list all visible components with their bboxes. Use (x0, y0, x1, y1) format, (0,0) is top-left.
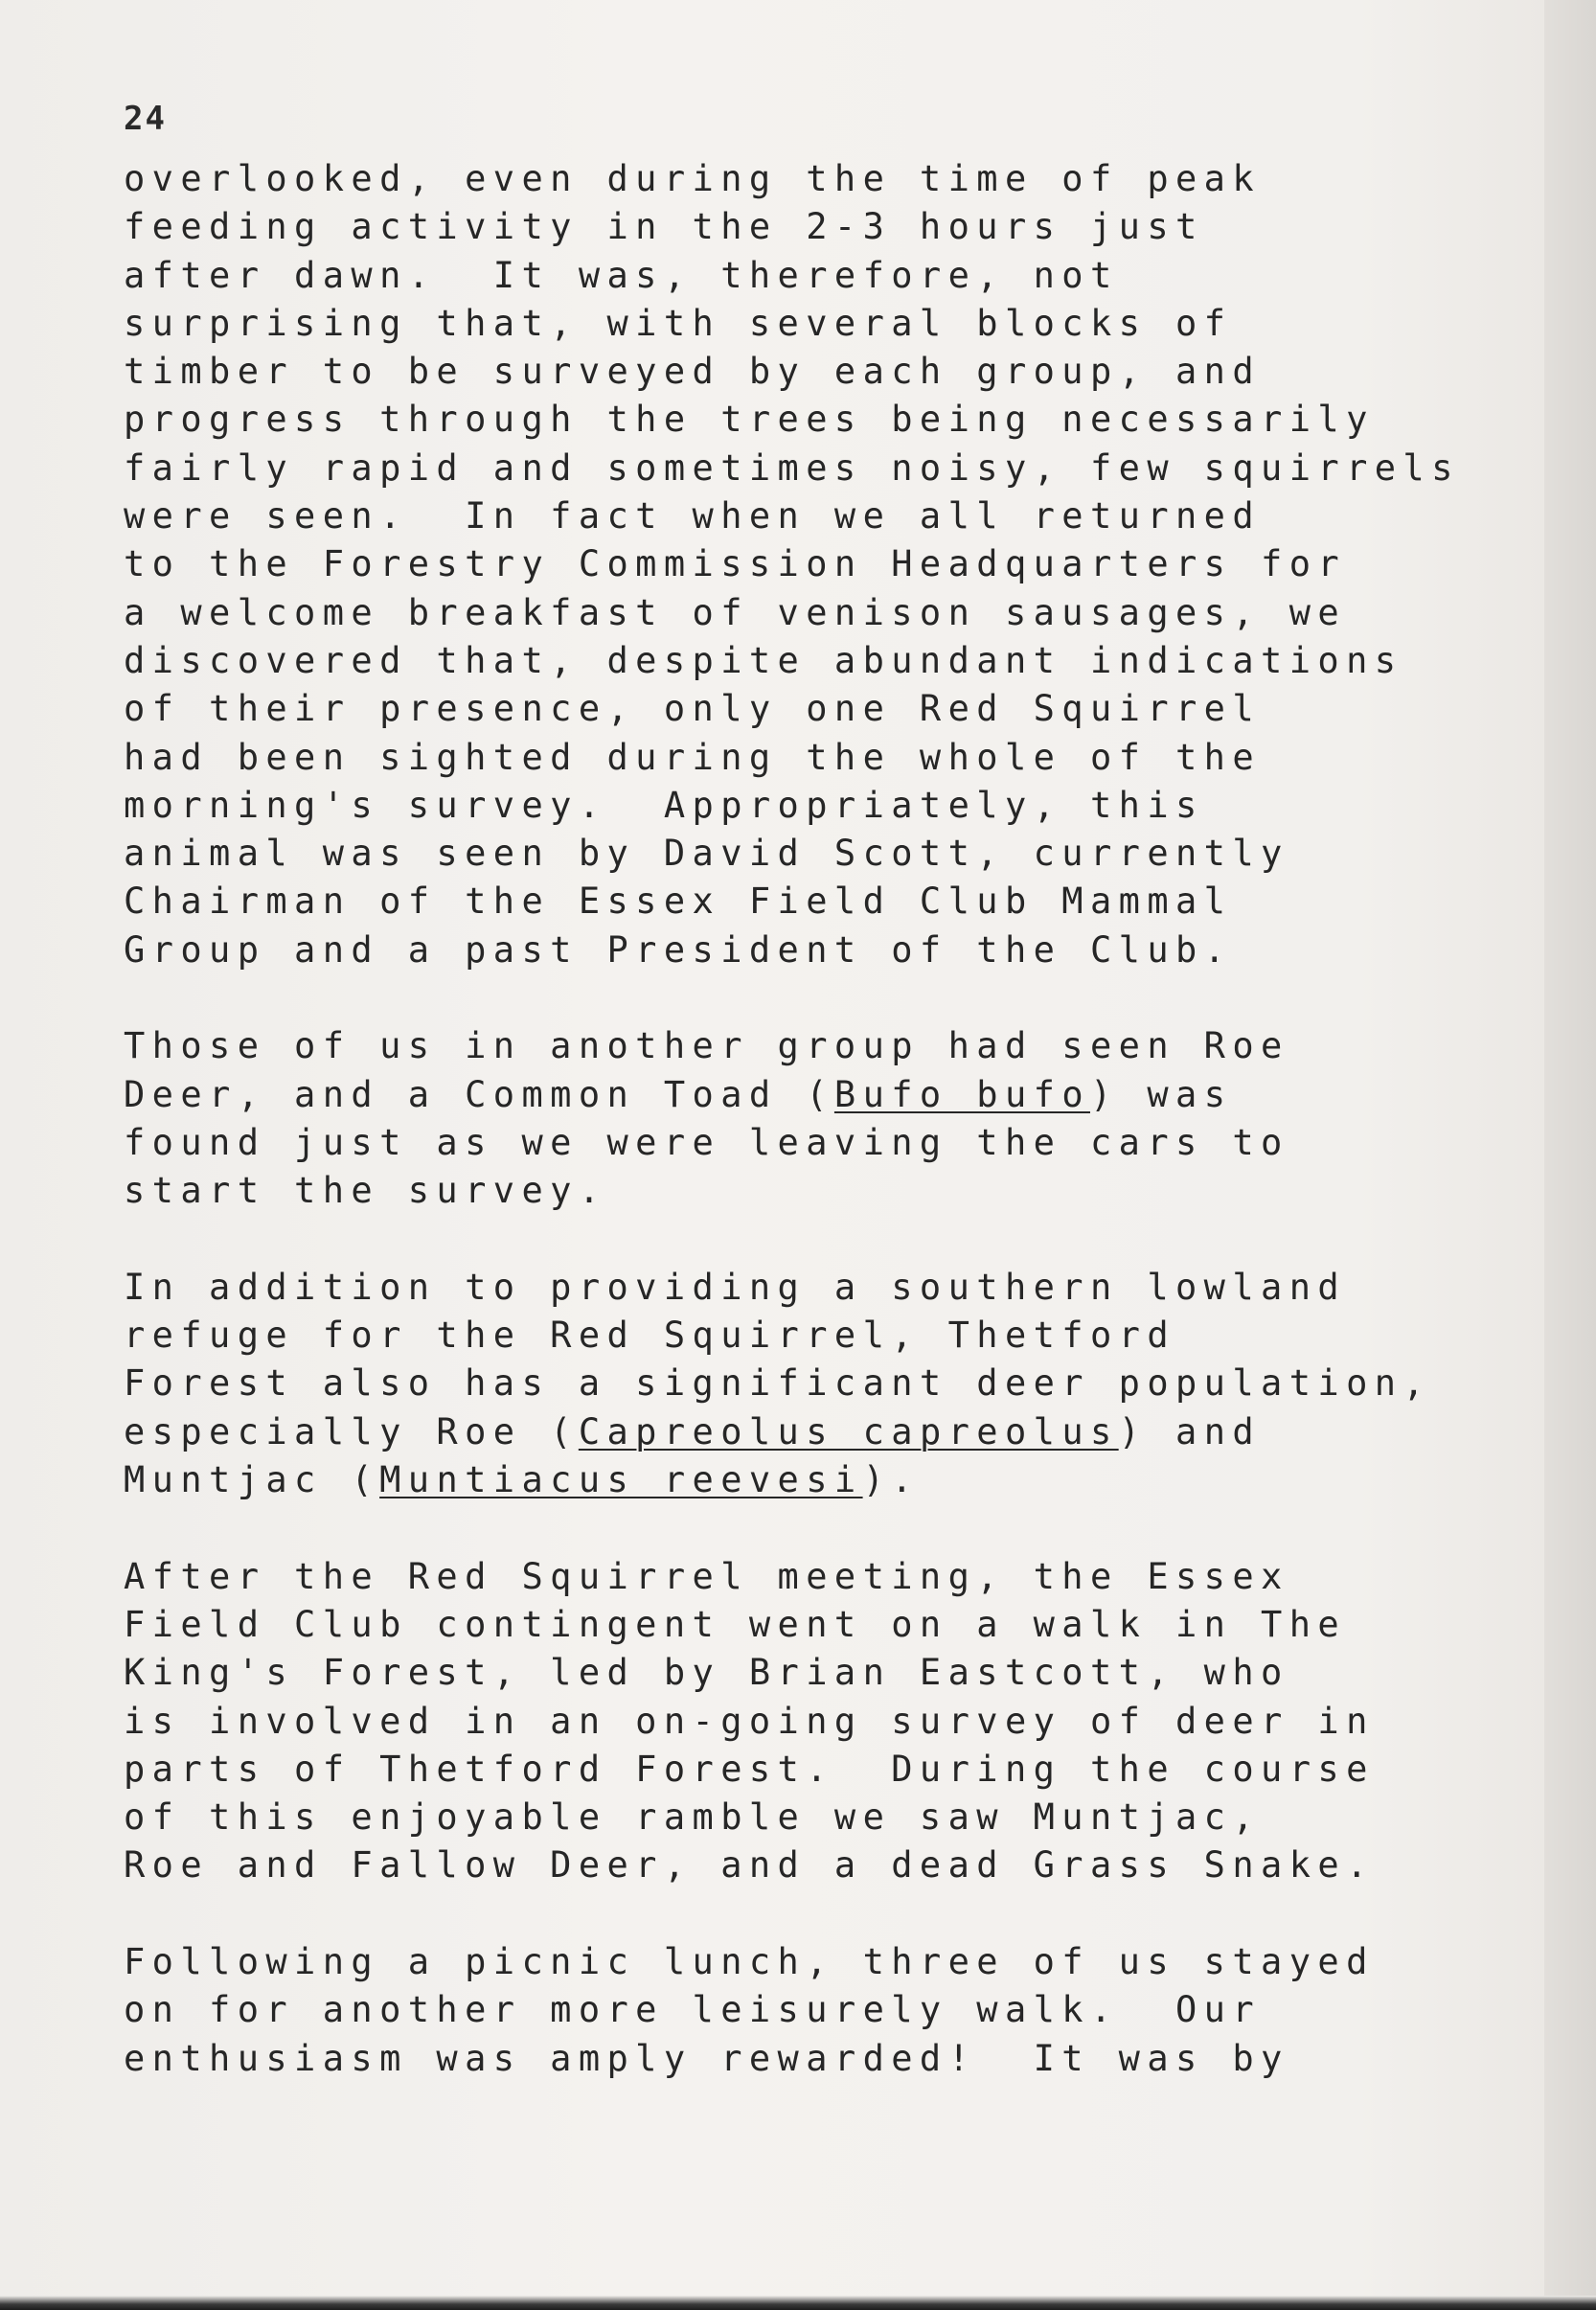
text-line (124, 1167, 1541, 1215)
text-run: found just as we were leaving the cars to (124, 1121, 1289, 1163)
page-number: 24 (124, 100, 167, 138)
text-run: ) and (1118, 1410, 1262, 1452)
text-line (124, 155, 1541, 203)
text-line (124, 445, 1541, 492)
text-line (124, 782, 1541, 830)
text-line (124, 1264, 1541, 1312)
text-run: of this enjoyable ramble we saw Muntjac, (124, 1796, 1262, 1839)
text-run: progress through the trees being necessarily (124, 399, 1375, 441)
scientific-name: Muntiacus reevesi (379, 1459, 863, 1501)
paragraph-gap (124, 1216, 1541, 1264)
text-line (124, 1456, 1541, 1504)
text-line (124, 2035, 1541, 2083)
text-run: animal was seen by David Scott, currently (124, 833, 1289, 875)
paragraph-gap (124, 1890, 1541, 1938)
text-line (124, 589, 1541, 637)
text-line (124, 1119, 1541, 1167)
text-line (124, 1553, 1541, 1601)
text-line (124, 1938, 1541, 1986)
text-line (124, 348, 1541, 396)
text-run: overlooked, even during the time of peak (124, 158, 1262, 199)
page-edge-shadow (1544, 0, 1596, 2310)
text-line (124, 1841, 1541, 1889)
paragraph-gap (124, 974, 1541, 1022)
text-line (124, 1986, 1541, 2034)
text-line (124, 396, 1541, 444)
text-run: Muntjac ( (124, 1459, 380, 1501)
text-run: Field Club contingent went on a walk in The (124, 1603, 1347, 1645)
text-run: Chairman of the Essex Field Club Mammal (124, 881, 1233, 923)
text-line (124, 734, 1541, 782)
text-line (124, 637, 1541, 685)
text-run: discovered that, despite abundant indications (124, 639, 1403, 681)
text-run: enthusiasm was amply rewarded! It was by (124, 2037, 1289, 2079)
text-line (124, 203, 1541, 251)
text-run: ) was (1090, 1073, 1233, 1115)
text-run: start the survey. (124, 1170, 607, 1212)
text-line (124, 1022, 1541, 1070)
text-run: to the Forestry Commission Headquarters for (124, 543, 1347, 585)
text-run: Roe and Fallow Deer, and a dead Grass Snake. (124, 1844, 1375, 1887)
paragraph (124, 1938, 1541, 2083)
text-run: of their presence, only one Red Squirrel (124, 688, 1262, 730)
text-line (124, 300, 1541, 348)
text-run: morning's survey. Appropriately, this (124, 784, 1204, 826)
paragraph (124, 155, 1541, 974)
text-run: after dawn. It was, therefore, not (124, 254, 1119, 296)
text-run: feeding activity in the 2-3 hours just (124, 206, 1204, 248)
text-run: were seen. In fact when we all returned (124, 495, 1262, 537)
scan-bottom-edge (0, 2296, 1596, 2310)
text-line (124, 1601, 1541, 1649)
paragraph-gap (124, 1504, 1541, 1552)
text-line (124, 1649, 1541, 1697)
scientific-name: Capreolus capreolus (578, 1410, 1119, 1452)
text-line (124, 1071, 1541, 1119)
text-line (124, 878, 1541, 926)
scientific-name: Bufo bufo (833, 1073, 1090, 1115)
text-line (124, 1408, 1541, 1456)
text-line (124, 1698, 1541, 1746)
text-run: on for another more leisurely walk. Our (124, 1989, 1262, 2031)
body-text (124, 155, 1541, 2083)
text-run: fairly rapid and sometimes noisy, few squirrels (124, 446, 1460, 489)
text-run: a welcome breakfast of venison sausages, we (124, 591, 1347, 633)
paragraph (124, 1022, 1541, 1215)
text-run: is involved in an on-going survey of deer in (124, 1700, 1375, 1742)
text-line (124, 1360, 1541, 1407)
text-line (124, 830, 1541, 878)
text-line (124, 1312, 1541, 1360)
text-run: parts of Thetford Forest. During the course (124, 1748, 1375, 1790)
text-run: especially Roe ( (124, 1410, 579, 1452)
text-line (124, 1794, 1541, 1841)
text-run: In addition to providing a southern lowland (124, 1266, 1347, 1308)
text-run: had been sighted during the whole of the (124, 736, 1262, 778)
text-line (124, 685, 1541, 733)
text-line (124, 926, 1541, 974)
text-run: surprising that, with several blocks of (124, 302, 1233, 344)
text-run: After the Red Squirrel meeting, the Essex (124, 1555, 1289, 1597)
text-run: Following a picnic lunch, three of us stayed (124, 1940, 1375, 1982)
text-line (124, 540, 1541, 588)
paragraph (124, 1264, 1541, 1504)
text-run: Forest also has a significant deer population, (124, 1362, 1432, 1405)
text-line (124, 252, 1541, 300)
paragraph (124, 1553, 1541, 1890)
text-run: King's Forest, led by Brian Eastcott, who (124, 1652, 1289, 1694)
text-line (124, 1746, 1541, 1794)
text-line (124, 492, 1541, 540)
text-run: Deer, and a Common Toad ( (124, 1073, 834, 1115)
text-run: refuge for the Red Squirrel, Thetford (124, 1315, 1176, 1357)
text-run: timber to be surveyed by each group, and (124, 351, 1262, 393)
text-run: Group and a past President of the Club. (124, 928, 1233, 971)
text-run: ). (862, 1459, 920, 1501)
text-run: Those of us in another group had seen Roe (124, 1025, 1289, 1067)
